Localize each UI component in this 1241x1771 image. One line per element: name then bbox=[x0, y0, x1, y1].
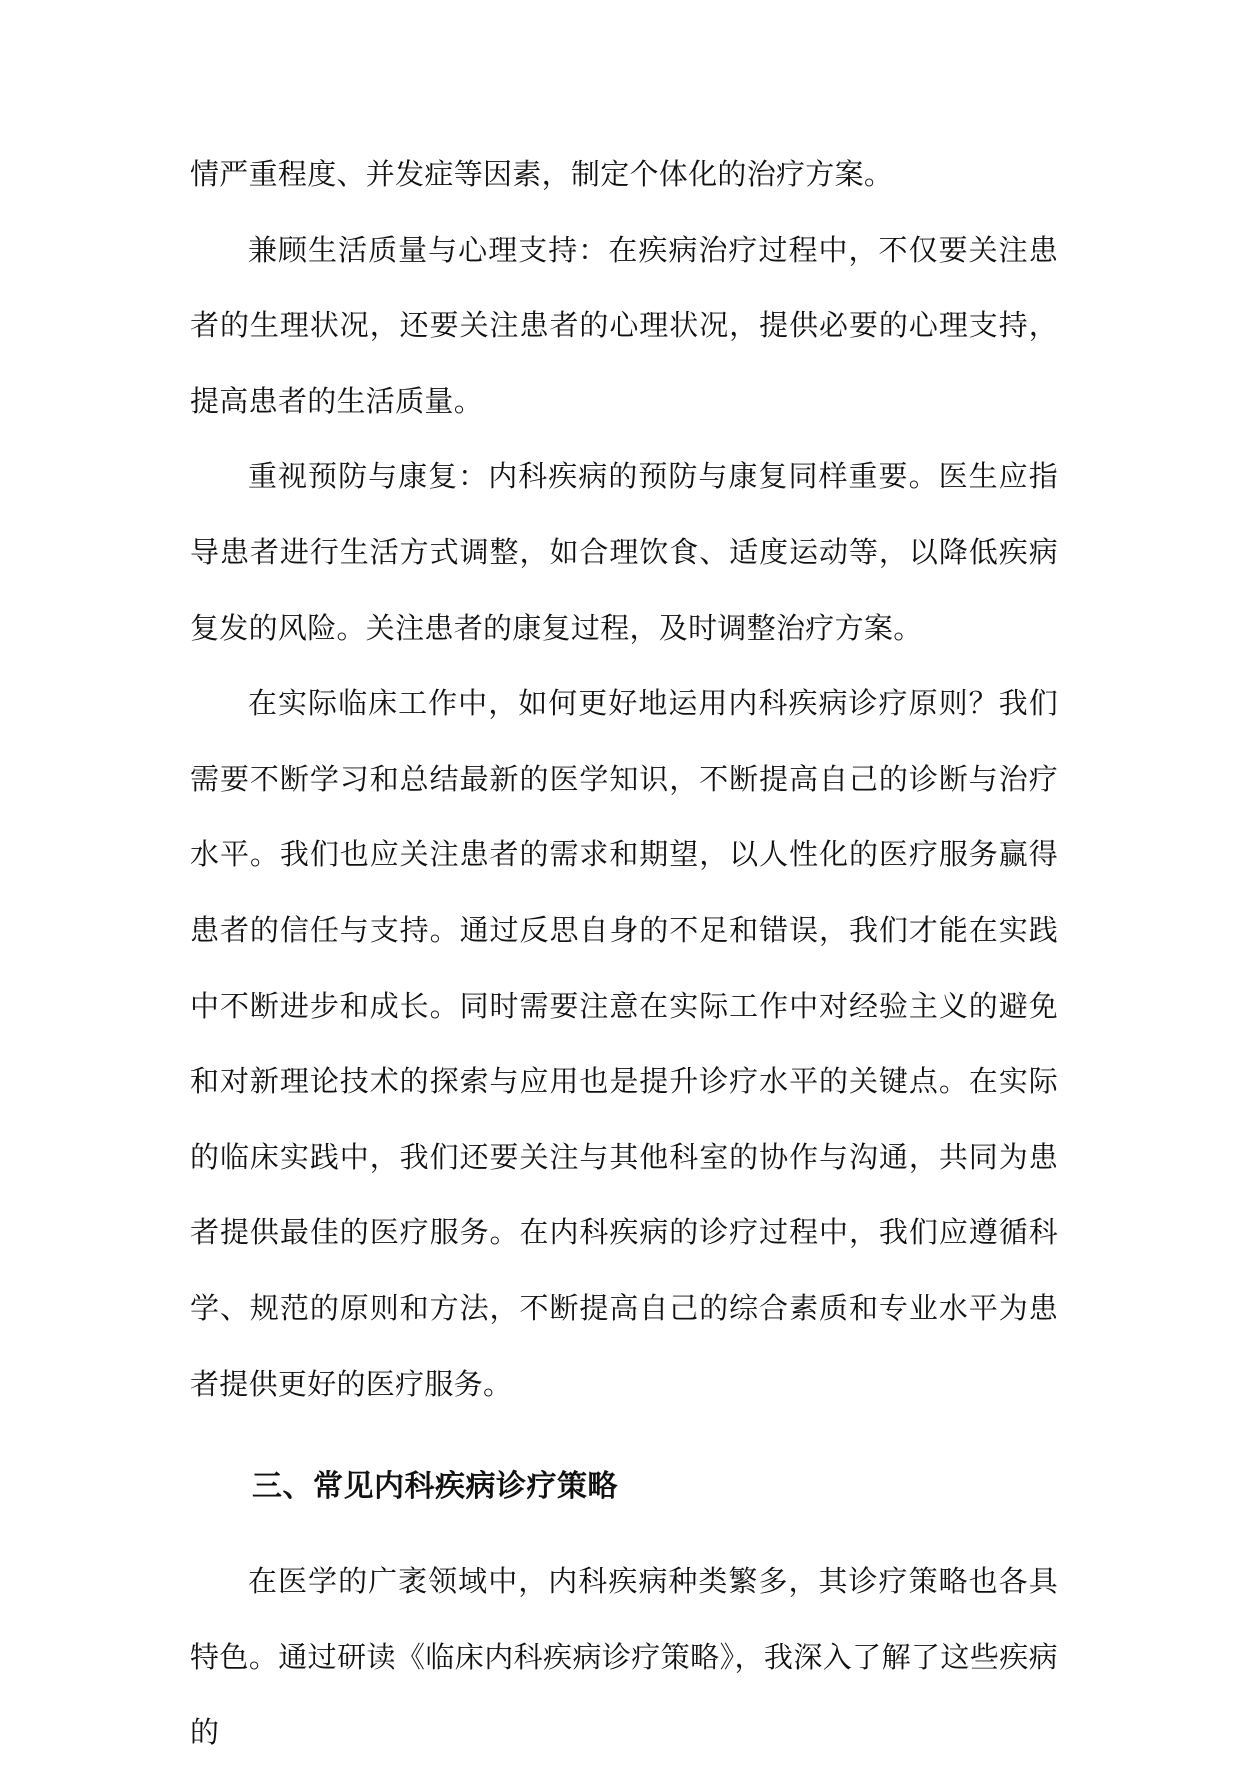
paragraph-treatment-plan-continuation: 情严重程度、并发症等因素，制定个体化的治疗方案。 bbox=[190, 157, 894, 191]
section-heading: 三、常见内科疾病诊疗策略 bbox=[252, 1469, 618, 1505]
paragraph-quality-of-life: 兼顾生活质量与心理支持：在疾病治疗过程中，不仅要关注患者的生理状况，还要关注患者的心理状况，提供必要的心理支持，提高患者的生活质量。 bbox=[190, 232, 1058, 418]
document-body bbox=[190, 137, 1058, 1771]
paragraph-clinical-practice: 在实际临床工作中，如何更好地运用内科疾病诊疗原则？我们需要不断学习和总结最新的医学知识，不断提高自己的诊断与治疗水平。我们也应关注患者的需求和期望，以人性化的医疗服务赢得患者的信任与支持。通过反思自身的不足和错误，我们才能在实践中不断进步和成长。同时需要注意在实际工作中对经验主义的避免和对新理论技术的探索与应用也是提升诊疗水平的关键点。在实际的临床实践中，我们还要关注与其他科室的协作与沟通，共同为患者提供最佳的医疗服务。在内科疾病的诊疗过程中，我们应遵循科学、规范的原则和方法，不断提高自己的综合素质和专业水平为患者提供更好的医疗服务。 bbox=[190, 686, 1058, 1401]
paragraph-prevention-rehabilitation: 重视预防与康复：内科疾病的预防与康复同样重要。医生应指导患者进行生活方式调整，如合理饮食、适度运动等，以降低疾病复发的风险。关注患者的康复过程，及时调整治疗方案。 bbox=[190, 459, 1058, 645]
paragraph-section-intro: 在医学的广袤领域中，内科疾病种类繁多，其诊疗策略也各具特色。通过研读《临床内科疾病诊疗策略》，我深入了解了这些疾病的 bbox=[190, 1564, 1058, 1750]
